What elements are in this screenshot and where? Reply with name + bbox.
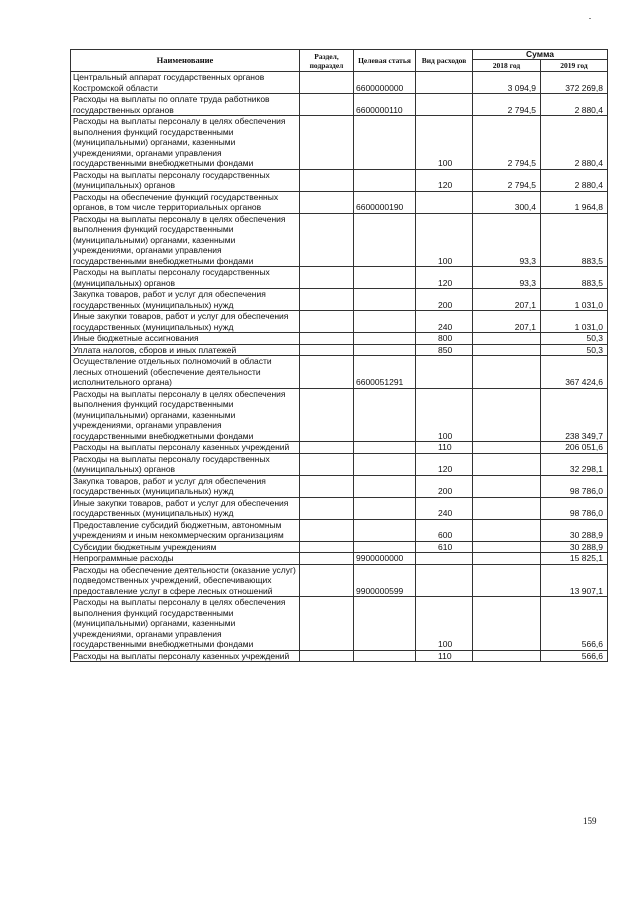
cell-statya — [354, 442, 416, 454]
cell-y2018 — [473, 650, 541, 662]
cell-razdel — [300, 311, 354, 333]
cell-statya — [354, 311, 416, 333]
cell-y2018: 207,1 — [473, 311, 541, 333]
cell-y2019: 1 964,8 — [541, 191, 608, 213]
cell-statya — [354, 333, 416, 345]
cell-statya — [354, 116, 416, 170]
cell-y2018: 93,3 — [473, 267, 541, 289]
cell-name: Непрограммные расходы — [71, 553, 300, 565]
table-row — [71, 311, 608, 333]
cell-y2018 — [473, 388, 541, 442]
cell-y2018 — [473, 344, 541, 356]
table-row — [71, 213, 608, 267]
cell-vid: 240 — [416, 311, 473, 333]
header-name: Наименование — [71, 50, 300, 72]
cell-vid: 100 — [416, 597, 473, 651]
cell-y2019: 206 051,6 — [541, 442, 608, 454]
cell-statya: 6600000110 — [354, 94, 416, 116]
cell-vid: 110 — [416, 650, 473, 662]
cell-y2018 — [473, 553, 541, 565]
cell-y2019: 15 825,1 — [541, 553, 608, 565]
cell-vid — [416, 191, 473, 213]
cell-vid: 100 — [416, 116, 473, 170]
budget-table — [70, 49, 608, 662]
cell-vid — [416, 356, 473, 389]
cell-y2018: 3 094,9 — [473, 72, 541, 94]
table-row — [71, 453, 608, 475]
header-summa: Сумма — [473, 50, 608, 60]
cell-y2019: 566,6 — [541, 597, 608, 651]
cell-name: Предоставление субсидий бюджетным, автономным учреждениям и иным некоммерческим организациям — [71, 519, 300, 541]
cell-y2019: 367 424,6 — [541, 356, 608, 389]
cell-y2018 — [473, 333, 541, 345]
cell-razdel — [300, 344, 354, 356]
cell-statya: 9900000000 — [354, 553, 416, 565]
cell-statya — [354, 541, 416, 553]
cell-y2018 — [473, 597, 541, 651]
cell-razdel — [300, 650, 354, 662]
cell-name: Уплата налогов, сборов и иных платежей — [71, 344, 300, 356]
cell-y2018: 2 794,5 — [473, 116, 541, 170]
cell-vid: 110 — [416, 442, 473, 454]
table-row — [71, 191, 608, 213]
cell-vid — [416, 94, 473, 116]
table-row — [71, 289, 608, 311]
cell-name: Расходы на обеспечение деятельности (оказание услуг) подведомственных учреждений, обеспечивающих предоставление услуг в сфере лесных отношений — [71, 564, 300, 597]
table-row — [71, 442, 608, 454]
cell-y2019: 372 269,8 — [541, 72, 608, 94]
cell-y2018: 2 794,5 — [473, 94, 541, 116]
cell-name: Осуществление отдельных полномочий в области лесных отношений (обеспечение деятельности исполнительного органа) — [71, 356, 300, 389]
cell-y2019: 883,5 — [541, 213, 608, 267]
cell-name: Расходы на выплаты по оплате труда работников государственных органов — [71, 94, 300, 116]
scan-mark — [589, 18, 591, 19]
table-row — [71, 72, 608, 94]
cell-y2019: 238 349,7 — [541, 388, 608, 442]
table-row — [71, 553, 608, 565]
table-row — [71, 541, 608, 553]
table-row — [71, 564, 608, 597]
cell-vid: 600 — [416, 519, 473, 541]
cell-y2019: 2 880,4 — [541, 94, 608, 116]
cell-name: Расходы на выплаты персоналу государственных (муниципальных) органов — [71, 169, 300, 191]
cell-statya: 6600000190 — [354, 191, 416, 213]
cell-y2019: 98 786,0 — [541, 475, 608, 497]
cell-y2018: 207,1 — [473, 289, 541, 311]
cell-y2019: 2 880,4 — [541, 169, 608, 191]
cell-name: Расходы на выплаты персоналу в целях обеспечения выполнения функций государственными (муниципальными) органами, казенными учреждениями, органами управления государственными внебюджетными фондами — [71, 388, 300, 442]
table-row — [71, 333, 608, 345]
cell-statya — [354, 289, 416, 311]
cell-y2019: 2 880,4 — [541, 116, 608, 170]
cell-y2019: 50,3 — [541, 333, 608, 345]
cell-razdel — [300, 267, 354, 289]
table-row — [71, 267, 608, 289]
header-razdel: Раздел, подраздел — [300, 50, 354, 72]
cell-statya — [354, 497, 416, 519]
cell-razdel — [300, 519, 354, 541]
cell-razdel — [300, 442, 354, 454]
cell-y2018 — [473, 475, 541, 497]
cell-razdel — [300, 333, 354, 345]
cell-razdel — [300, 553, 354, 565]
cell-razdel — [300, 213, 354, 267]
cell-y2019: 50,3 — [541, 344, 608, 356]
cell-razdel — [300, 497, 354, 519]
cell-razdel — [300, 72, 354, 94]
cell-name: Расходы на обеспечение функций государственных органов, в том числе территориальных органов — [71, 191, 300, 213]
cell-y2018 — [473, 564, 541, 597]
cell-name: Закупка товаров, работ и услуг для обеспечения государственных (муниципальных) нужд — [71, 289, 300, 311]
table-row — [71, 388, 608, 442]
cell-y2019: 30 288,9 — [541, 541, 608, 553]
cell-y2019: 98 786,0 — [541, 497, 608, 519]
header-statya: Целевая статья — [354, 50, 416, 72]
cell-vid: 200 — [416, 475, 473, 497]
cell-razdel — [300, 564, 354, 597]
cell-y2018 — [473, 442, 541, 454]
cell-y2019: 1 031,0 — [541, 289, 608, 311]
cell-name: Расходы на выплаты персоналу государственных (муниципальных) органов — [71, 267, 300, 289]
cell-razdel — [300, 475, 354, 497]
cell-razdel — [300, 356, 354, 389]
cell-name: Иные закупки товаров, работ и услуг для обеспечения государственных (муниципальных) нужд — [71, 311, 300, 333]
cell-name: Расходы на выплаты персоналу в целях обеспечения выполнения функций государственными (муниципальными) органами, казенными учреждениями, органами управления государственными внебюджетными фондами — [71, 597, 300, 651]
cell-vid: 240 — [416, 497, 473, 519]
table-row — [71, 116, 608, 170]
cell-razdel — [300, 191, 354, 213]
cell-razdel — [300, 453, 354, 475]
cell-name: Расходы на выплаты персоналу казенных учреждений — [71, 650, 300, 662]
cell-vid: 120 — [416, 169, 473, 191]
cell-y2018 — [473, 497, 541, 519]
cell-name: Расходы на выплаты персоналу государственных (муниципальных) органов — [71, 453, 300, 475]
table-row — [71, 169, 608, 191]
table-row — [71, 94, 608, 116]
cell-y2019: 566,6 — [541, 650, 608, 662]
table-row — [71, 497, 608, 519]
table-row — [71, 597, 608, 651]
cell-razdel — [300, 541, 354, 553]
cell-y2019: 32 298,1 — [541, 453, 608, 475]
cell-statya — [354, 213, 416, 267]
cell-name: Центральный аппарат государственных органов Костромской области — [71, 72, 300, 94]
header-2018: 2018 год — [473, 60, 541, 72]
cell-y2018 — [473, 453, 541, 475]
cell-statya — [354, 344, 416, 356]
cell-y2018: 93,3 — [473, 213, 541, 267]
cell-vid: 120 — [416, 267, 473, 289]
cell-statya — [354, 267, 416, 289]
cell-vid: 610 — [416, 541, 473, 553]
cell-vid: 800 — [416, 333, 473, 345]
header-vid: Вид расходов — [416, 50, 473, 72]
cell-name: Расходы на выплаты персоналу в целях обеспечения выполнения функций государственными (муниципальными) органами, казенными учреждениями, органами управления государственными внебюджетными фондами — [71, 213, 300, 267]
cell-name: Иные бюджетные ассигнования — [71, 333, 300, 345]
cell-statya — [354, 597, 416, 651]
cell-name: Закупка товаров, работ и услуг для обеспечения государственных (муниципальных) нужд — [71, 475, 300, 497]
cell-y2019: 13 907,1 — [541, 564, 608, 597]
cell-y2018 — [473, 519, 541, 541]
cell-name: Расходы на выплаты персоналу казенных учреждений — [71, 442, 300, 454]
cell-y2018 — [473, 356, 541, 389]
cell-statya — [354, 650, 416, 662]
cell-vid: 200 — [416, 289, 473, 311]
cell-y2019: 883,5 — [541, 267, 608, 289]
cell-y2019: 30 288,9 — [541, 519, 608, 541]
cell-vid: 100 — [416, 388, 473, 442]
cell-statya: 9900000599 — [354, 564, 416, 597]
cell-statya — [354, 475, 416, 497]
cell-razdel — [300, 289, 354, 311]
cell-name: Иные закупки товаров, работ и услуг для обеспечения государственных (муниципальных) нужд — [71, 497, 300, 519]
cell-razdel — [300, 116, 354, 170]
table-row — [71, 475, 608, 497]
cell-vid — [416, 564, 473, 597]
cell-vid — [416, 553, 473, 565]
cell-statya — [354, 388, 416, 442]
cell-statya — [354, 169, 416, 191]
cell-vid: 120 — [416, 453, 473, 475]
cell-name: Расходы на выплаты персоналу в целях обеспечения выполнения функций государственными (муниципальными) органами, казенными учреждениями, органами управления государственными внебюджетными фондами — [71, 116, 300, 170]
cell-statya: 6600051291 — [354, 356, 416, 389]
cell-statya — [354, 453, 416, 475]
table-row — [71, 519, 608, 541]
cell-vid: 850 — [416, 344, 473, 356]
page-number: 159 — [583, 816, 597, 826]
cell-statya: 6600000000 — [354, 72, 416, 94]
cell-razdel — [300, 388, 354, 442]
cell-y2018: 2 794,5 — [473, 169, 541, 191]
cell-vid — [416, 72, 473, 94]
table-body — [71, 72, 608, 662]
cell-razdel — [300, 94, 354, 116]
cell-y2018: 300,4 — [473, 191, 541, 213]
cell-statya — [354, 519, 416, 541]
table-row — [71, 650, 608, 662]
table-row — [71, 344, 608, 356]
cell-y2019: 1 031,0 — [541, 311, 608, 333]
cell-y2018 — [473, 541, 541, 553]
cell-name: Субсидии бюджетным учреждениям — [71, 541, 300, 553]
cell-razdel — [300, 597, 354, 651]
table-row — [71, 356, 608, 389]
header-2019: 2019 год — [541, 60, 608, 72]
cell-razdel — [300, 169, 354, 191]
cell-vid: 100 — [416, 213, 473, 267]
